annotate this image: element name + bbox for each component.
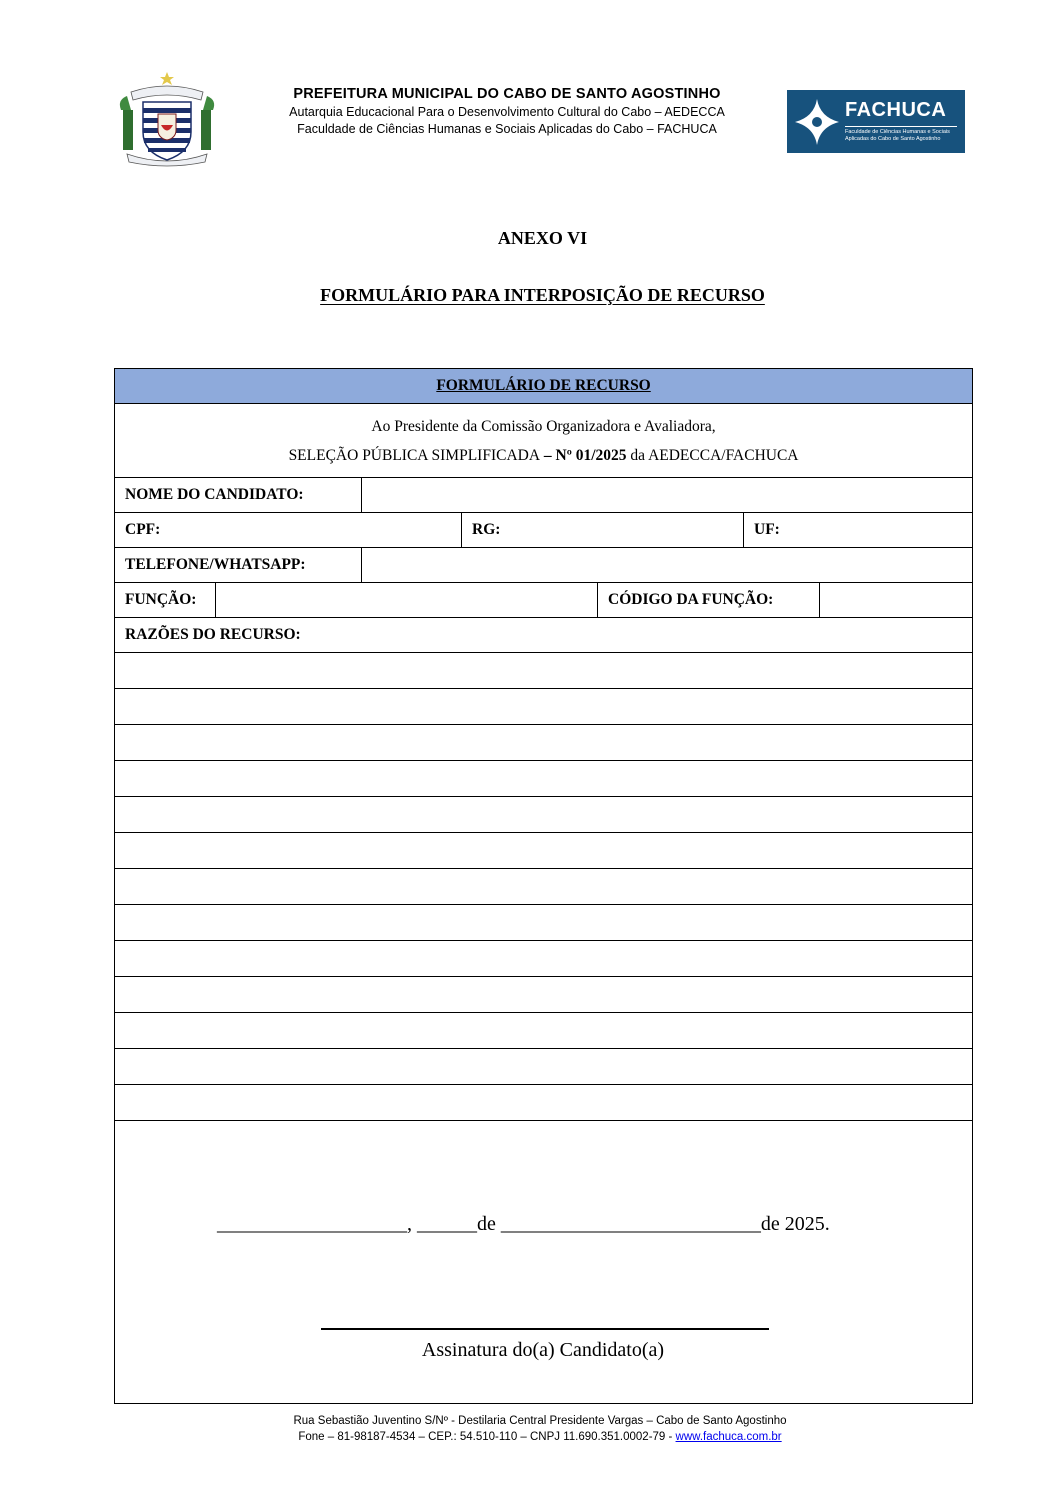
- reason-line[interactable]: [115, 1085, 973, 1121]
- rg-field[interactable]: [462, 513, 744, 548]
- reason-line[interactable]: [115, 833, 973, 869]
- reason-line[interactable]: [115, 761, 973, 797]
- signature-block: [115, 1121, 973, 1404]
- reason-line[interactable]: [115, 1013, 973, 1049]
- signature-label: Assinatura do(a) Candidato(a): [421, 1339, 665, 1361]
- reason-line[interactable]: [115, 869, 973, 905]
- logo-name: FACHUCA: [845, 99, 947, 121]
- nome-label: NOME DO CANDIDATO:: [115, 478, 362, 513]
- date-line[interactable]: ___________________, ______de __________________________de 2025.: [217, 1213, 830, 1235]
- reason-line[interactable]: [115, 725, 973, 761]
- codigo-label: CÓDIGO DA FUNÇÃO:: [598, 583, 820, 618]
- faculdade-line: Faculdade de Ciências Humanas e Sociais Aplicadas do Cabo – FACHUCA: [297, 122, 717, 136]
- reason-line[interactable]: [115, 977, 973, 1013]
- selection-number: Nº 01/2025: [555, 446, 627, 464]
- fachuca-logo: [787, 90, 965, 153]
- form-header-text: FORMULÁRIO DE RECURSO: [436, 377, 651, 394]
- addressee-line-1: Ao Presidente da Comissão Organizadora e Avaliadora,: [371, 417, 716, 435]
- footer-address: Rua Sebastião Juventino S/Nº - Destilaria Central Presidente Vargas – Cabo de Santo Agostinho: [293, 1415, 787, 1427]
- letterhead-text: [232, 86, 782, 136]
- reason-line[interactable]: [115, 653, 973, 689]
- form-header: [115, 369, 973, 404]
- municipality-title: PREFEITURA MUNICIPAL DO CABO DE SANTO AGOSTINHO: [293, 86, 721, 102]
- telefone-label: TELEFONE/WHATSAPP:: [115, 548, 362, 583]
- nome-field[interactable]: [362, 478, 973, 513]
- appeal-form: [114, 368, 973, 1404]
- uf-field[interactable]: [744, 513, 973, 548]
- telefone-field[interactable]: [362, 548, 973, 583]
- cpf-label: CPF:: [125, 521, 161, 538]
- funcao-label: FUNÇÃO:: [115, 583, 216, 618]
- logo-divider: [845, 126, 957, 127]
- reason-line[interactable]: [115, 797, 973, 833]
- logo-tagline: Faculdade de Ciências Humanas e Sociais Aplicadas do Cabo de Santo Agostinho: [845, 129, 950, 142]
- fachuca-star-icon: [793, 97, 841, 152]
- municipal-coat-of-arms-icon: [113, 70, 221, 170]
- document-title-text: FORMULÁRIO PARA INTERPOSIÇÃO DE RECURSO: [320, 285, 765, 305]
- signature-line[interactable]: [321, 1328, 769, 1331]
- autarquia-line: Autarquia Educacional Para o Desenvolvimento Cultural do Cabo – AEDECCA: [289, 105, 725, 119]
- rg-label: RG:: [472, 521, 501, 538]
- reason-line[interactable]: [115, 905, 973, 941]
- document-title: [0, 285, 1058, 306]
- codigo-field[interactable]: [820, 583, 973, 618]
- razoes-label: RAZÕES DO RECURSO:: [115, 618, 973, 653]
- uf-label: UF:: [754, 521, 780, 538]
- reason-line[interactable]: [115, 689, 973, 725]
- dash: –: [540, 446, 556, 464]
- reason-line[interactable]: [115, 941, 973, 977]
- letterhead: [0, 70, 1058, 180]
- reason-line[interactable]: [115, 1049, 973, 1085]
- page-footer: [0, 1413, 1058, 1445]
- funcao-field[interactable]: [216, 583, 598, 618]
- addressee-line-2: [125, 441, 962, 470]
- website-link[interactable]: www.fachuca.com.br: [675, 1431, 782, 1443]
- selection-name: SELEÇÃO PÚBLICA SIMPLIFICADA: [288, 446, 541, 464]
- footer-contact-text: Fone – 81-98187-4534 – CEP.: 54.510-110 – CNPJ 11.690.351.0002-79 -: [298, 1431, 676, 1443]
- footer-contact: [0, 1429, 1058, 1445]
- selection-org: da AEDECCA/FACHUCA: [626, 446, 799, 464]
- form-addressee: [115, 404, 973, 478]
- annex-label: ANEXO VI: [497, 228, 588, 248]
- cpf-field[interactable]: [115, 513, 462, 548]
